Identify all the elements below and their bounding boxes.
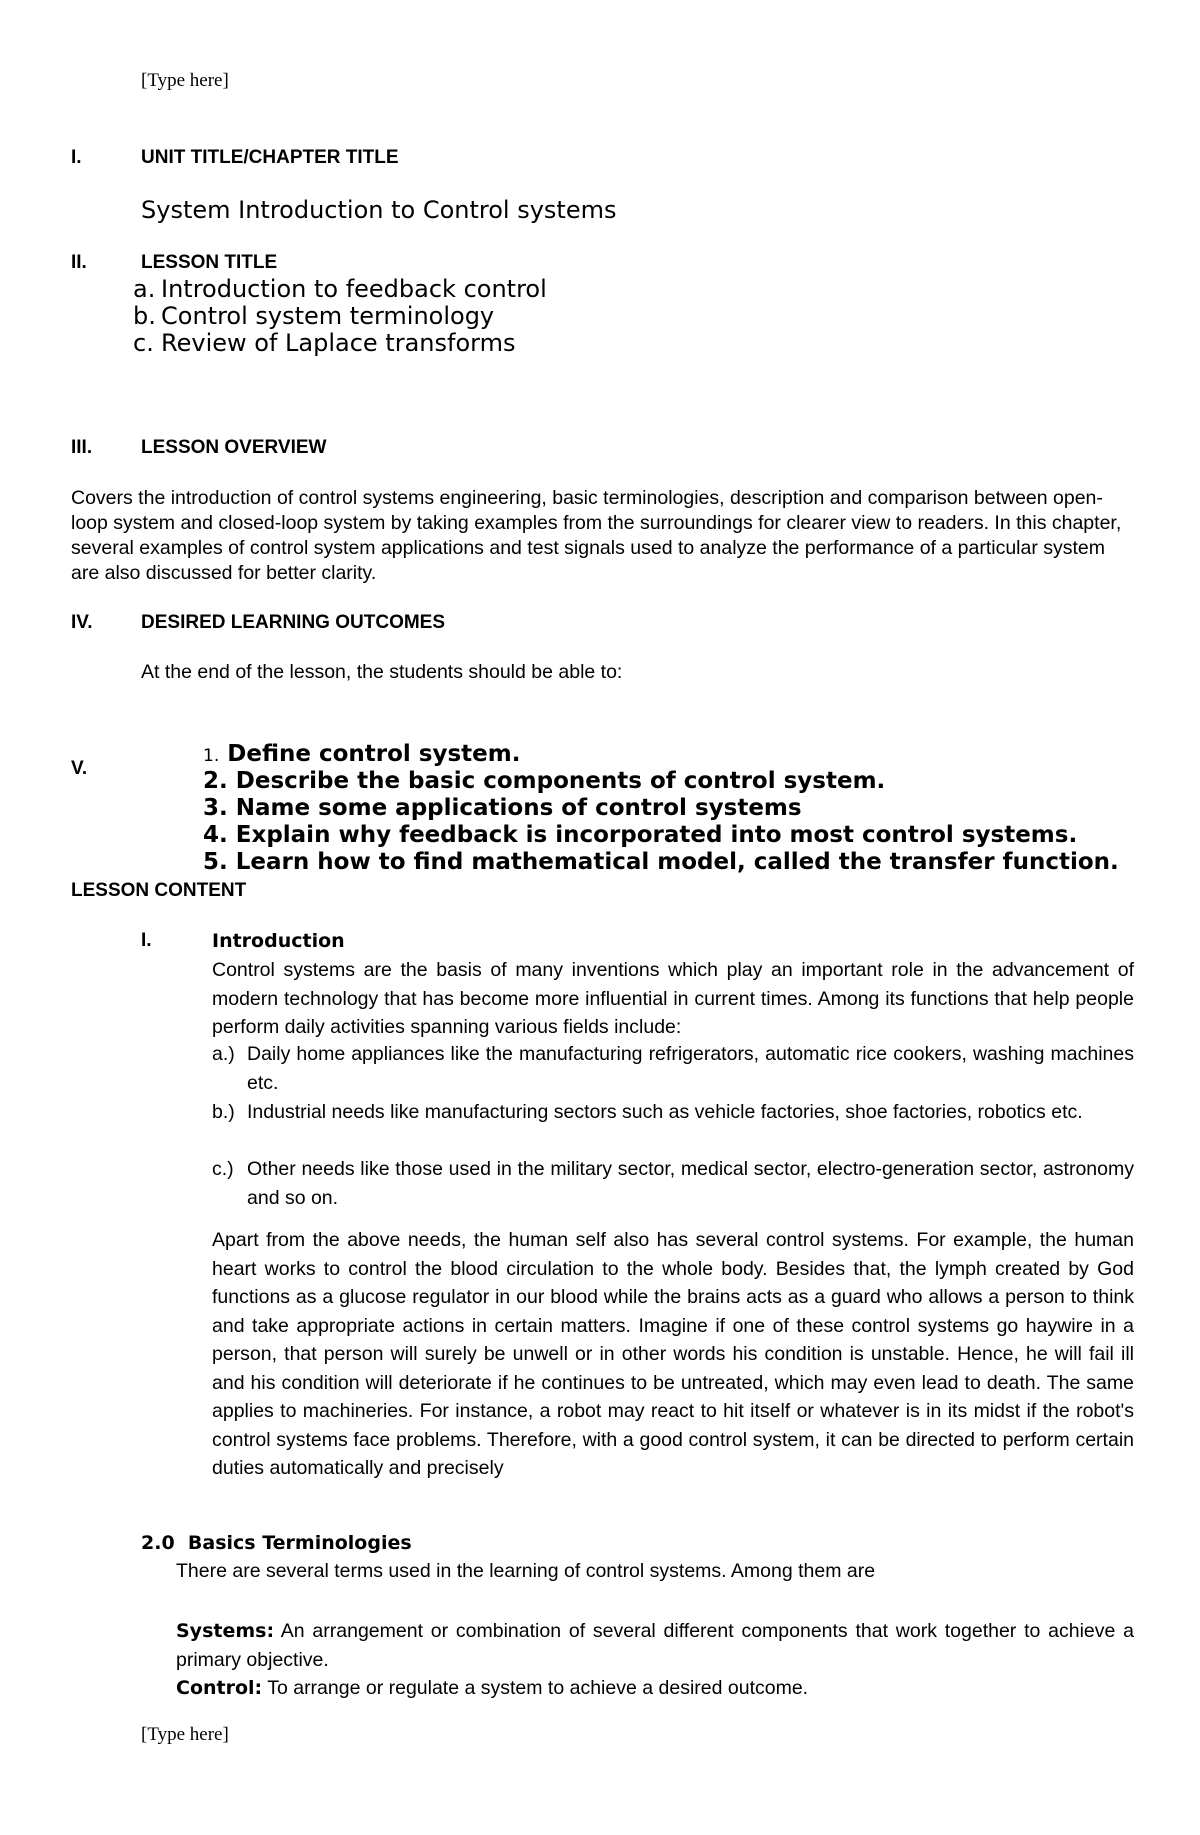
content-i-numeral: I. (141, 930, 152, 951)
lesson-overview-heading: LESSON OVERVIEW (141, 437, 327, 458)
learning-outcomes-intro: At the end of the lesson, the students should be able to: (141, 661, 623, 683)
term-control (176, 1674, 1134, 1703)
outcome-number: 5. (203, 849, 228, 875)
learning-outcomes-heading: DESIRED LEARNING OUTCOMES (141, 612, 446, 633)
lesson-content-heading: LESSON CONTENT (71, 880, 247, 901)
outcome-item (203, 768, 885, 795)
outcome-number: 1. (203, 746, 220, 766)
outcome-text: Name some applications of control systems (235, 795, 802, 821)
outcome-text: Learn how to find mathematical model, called the transfer function. (235, 849, 1119, 875)
section-iv-numeral: IV. (71, 612, 93, 633)
outcome-text: Explain why feedback is incorporated into most control systems. (235, 822, 1078, 848)
outcome-number: 2. (203, 768, 228, 794)
basics-terminologies-intro: There are several terms used in the learning of control systems. Among them are (176, 1560, 876, 1582)
human-control-paragraph: Apart from the above needs, the human self also has several control systems. For example, the human heart works to control the blood circulation to the whole body. Besides that, the lymph created by God functions as a glucose regulator in our blood while the brains acts as a guard who allows a person to think and take appropriate actions in certain matters. Imagine if one of these control systems go haywire in a person, that person will surely be unwell or in other words his condition is unstable. Hence, he will fail ill and his condition will deteriorate if he continues to be untreated, which may even lead to death. The same applies to machineries. For instance, a robot may react to hit itself or whatever is in its midst if the robot's control systems face problems. Therefore, with a good control system, it can be directed to perform certain duties automatically and precisely (212, 1229, 1134, 1479)
list-marker: b.) (212, 1101, 235, 1123)
outcome-item (203, 849, 1119, 876)
section-v-numeral: V. (71, 758, 88, 779)
lesson-title-marker-a: a. (133, 275, 156, 303)
outcome-item (203, 822, 1077, 849)
header-placeholder[interactable]: [Type here] (141, 70, 229, 91)
lesson-title-marker-c: c. (133, 329, 154, 357)
chapter-title: System Introduction to Control systems (141, 196, 617, 224)
application-list-item (212, 1155, 1134, 1212)
term-definition: An arrangement or combination of several different components that work together to achieve a primary objective. (176, 1620, 1134, 1671)
outcome-number: 3. (203, 795, 228, 821)
lesson-overview-body: Covers the introduction of control systems engineering, basic terminologies, description and comparison between open-loop system and closed-loop system by taking examples from the surroundings for clearer view to readers. In this chapter, several examples of control system applications and test signals used to analyze the performance of a particular system are also discussed for better clarity. (71, 487, 1122, 584)
footer-placeholder[interactable]: [Type here] (141, 1724, 229, 1745)
lesson-title-item: Review of Laplace transforms (161, 329, 516, 357)
term-definition: To arrange or regulate a system to achieve a desired outcome. (262, 1677, 809, 1699)
list-marker: c.) (212, 1158, 234, 1180)
unit-title-heading: UNIT TITLE/CHAPTER TITLE (141, 147, 399, 168)
list-text: Daily home appliances like the manufacturing refrigerators, automatic rice cookers, washing machines etc. (247, 1043, 1134, 1094)
term-systems (176, 1617, 1134, 1674)
term-label: Systems: (176, 1620, 275, 1642)
outcome-text: Describe the basic components of control system. (235, 768, 886, 794)
introduction-paragraph: Control systems are the basis of many inventions which play an important role in the advancement of modern technology that has become more influential in current times. Among its functions that help people perform daily activities spanning various fields include: (212, 959, 1134, 1038)
list-text: Industrial needs like manufacturing sectors such as vehicle factories, shoe factories, robotics etc. (247, 1101, 1083, 1123)
application-list-item (212, 1098, 1134, 1127)
outcome-item (203, 741, 520, 770)
section-ii-numeral: II. (71, 252, 87, 273)
outcome-text: Define control system. (227, 741, 521, 767)
basics-terminologies-heading: 2.0 Basics Terminologies (141, 1532, 412, 1554)
outcome-item (203, 795, 802, 822)
lesson-title-heading: LESSON TITLE (141, 252, 278, 273)
list-marker: a.) (212, 1043, 235, 1065)
term-label: Control: (176, 1677, 263, 1699)
list-text: Other needs like those used in the military sector, medical sector, electro-generation sector, astronomy and so on. (247, 1158, 1134, 1209)
lesson-title-marker-b: b. (133, 302, 156, 330)
lesson-title-item: Control system terminology (161, 302, 495, 330)
introduction-heading: Introduction (212, 930, 345, 952)
lesson-title-item: Introduction to feedback control (161, 275, 547, 303)
section-i-numeral: I. (71, 147, 82, 168)
section-iii-numeral: III. (71, 437, 93, 458)
outcome-number: 4. (203, 822, 228, 848)
application-list-item (212, 1040, 1134, 1097)
